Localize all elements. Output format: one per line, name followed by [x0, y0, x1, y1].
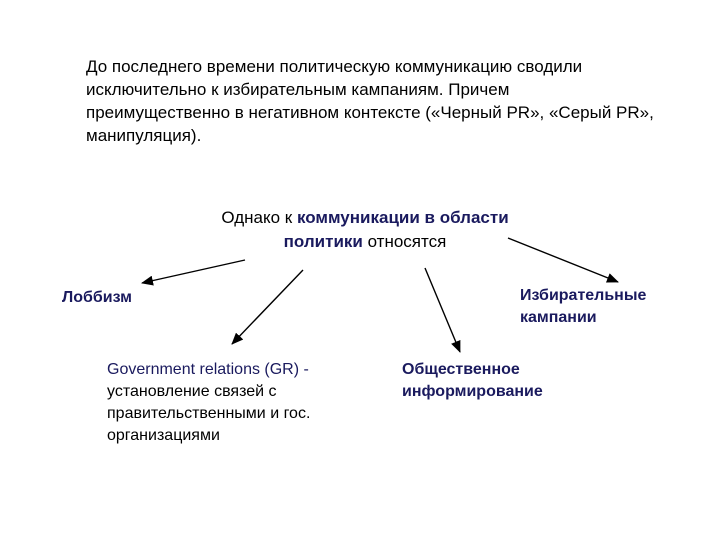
gr-title: Government relations (GR) -: [107, 361, 309, 378]
intro-text: До последнего времени политическую коммуникацию сводили исключительно к избирательным кампаниям. Причем преимущественно в негативном контексте («Черный PR», «Серый PR», манипуляция).: [86, 57, 654, 145]
arrow-to-gr: [232, 270, 303, 344]
node-lobbyism: Лоббизм: [62, 289, 132, 306]
arrow-to-public-info: [425, 268, 460, 352]
central-suffix: относятся: [362, 232, 447, 251]
node-public-information: Общественное информирование: [402, 361, 543, 400]
central-prefix: Однако к: [221, 208, 297, 227]
arrow-to-lobbyism: [142, 260, 245, 283]
arrow-to-campaigns: [508, 238, 618, 282]
node-government-relations: [107, 359, 377, 447]
node-election-campaigns: Избирательные кампании: [520, 287, 647, 326]
central-emphasis: коммуникации в области политики: [283, 208, 509, 251]
gr-description: установление связей с правительственными и гос. организациями: [107, 383, 311, 444]
